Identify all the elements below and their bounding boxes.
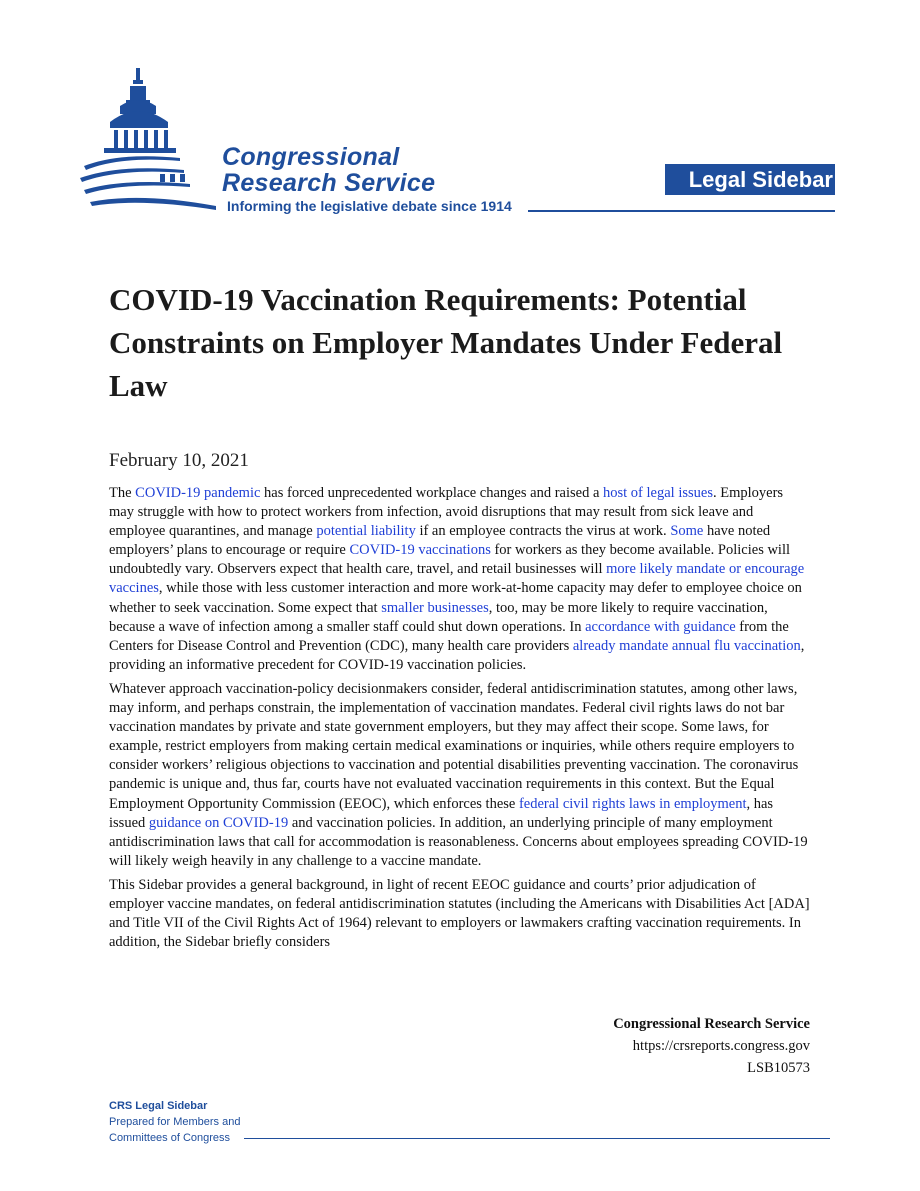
paragraph-text: The — [109, 485, 136, 501]
inline-link[interactable]: already mandate annual flu vaccination — [572, 637, 801, 654]
capitol-dome-icon — [80, 66, 230, 216]
footer-divider — [244, 1138, 830, 1139]
inline-link[interactable]: more likely mandate or encourage vaccines — [109, 561, 805, 597]
paragraph-text: from the Centers for Disease Control and Prevention (CDC), many health care providers — [109, 618, 789, 654]
inline-link[interactable]: potential liability — [316, 523, 416, 540]
paragraph — [109, 680, 811, 871]
inline-link[interactable]: guidance on COVID-19 — [148, 814, 289, 831]
inline-link[interactable]: accordance with guidance — [585, 618, 736, 635]
footer-org: Congressional Research Service — [613, 1016, 810, 1032]
org-name-line2: Research Service — [222, 169, 436, 197]
paragraph-text: and vaccination policies. In addition, an underlying principle of many employment antidiscrimination laws that call for accommodation is reasonableness. Concerns about employees spreading COVID-19 will likely weigh heavily in any challenge to a vaccine mandate. — [109, 814, 808, 869]
inline-link[interactable]: federal civil rights laws in employment — [518, 795, 747, 812]
paragraph-text: , providing an informative precedent for COVID-19 vaccination policies. — [109, 637, 805, 673]
prepared-for-line2: Committees of Congress — [109, 1132, 231, 1144]
document-title: COVID-19 Vaccination Requirements: Potential Constraints on Employer Mandates Under Federal Law — [109, 282, 783, 403]
document-body — [109, 484, 811, 957]
inline-link[interactable]: smaller businesses — [381, 599, 489, 616]
report-id: LSB10573 — [747, 1060, 810, 1076]
inline-link[interactable]: COVID-19 pandemic — [135, 485, 261, 501]
paragraph-text: Whatever approach vaccination-policy decisionmakers consider, federal antidiscrimination statutes, among other laws, may inform, and perhaps constrain, the implementation of vaccination mandates. Federal civil rights laws do not bar vaccination mandates by private and state government employers, but they may affect their scope. Some laws, for example, restrict employers from making certain medical examinations or inquiries, while others require employers to consider workers’ religious objections to vaccination and potential disabilities preventing vaccination. The coronavirus pandemic is unique and, thus far, courts have not evaluated vaccination requirements in this context. But the Equal Employment Opportunity Commission (EEOC), which enforces these — [109, 680, 799, 812]
org-tagline: Informing the legislative debate since 1914 — [227, 198, 512, 214]
inline-link[interactable]: Some — [670, 523, 704, 540]
paragraph-text: , has issued — [109, 795, 774, 831]
publication-date: February 10, 2021 — [109, 450, 249, 471]
report-type-block — [109, 1098, 240, 1146]
paragraph-text: . Employers may struggle with how to protect workers from infection, avoid disruptions that may result from sick leave and employee quarantines, and manage — [109, 485, 784, 540]
crs-logo — [80, 66, 540, 216]
org-name-line1: Congressional — [222, 143, 400, 171]
paragraph-text: have noted employers’ plans to encourage or require — [109, 523, 771, 559]
legal-sidebar-badge: Legal Sidebar — [665, 164, 835, 195]
paragraph-text: This Sidebar provides a general background, in light of recent EEOC guidance and courts’ prior adjudication of employer vaccine mandates, on federal antidiscrimination statutes (including the Americans with Disabilities Act [ADA] and Title VII of the Civil Rights Act of 1964) relevant to employers or lawmakers crafting vaccination requirements. In addition, the Sidebar briefly considers — [109, 876, 810, 951]
paragraph-text: , too, may be more likely to require vaccination, because a wave of infection among a smaller staff could shut down operations. In — [109, 599, 768, 635]
paragraph-text: has forced unprecedented workplace changes and raised a — [260, 485, 604, 501]
header-divider — [528, 210, 835, 212]
org-name — [222, 144, 435, 196]
crs-footer — [613, 1013, 810, 1079]
report-type-label: CRS Legal Sidebar — [109, 1100, 208, 1112]
prepared-for-line1: Prepared for Members and — [109, 1116, 241, 1128]
paragraph — [109, 876, 811, 952]
paragraph-text: , while those with less customer interaction and more work-at-home capacity may defer to employee choice on whether to seek vaccination. Some expect that — [109, 580, 802, 616]
paragraph — [109, 484, 811, 675]
inline-link[interactable]: COVID-19 vaccinations — [349, 542, 491, 559]
inline-link[interactable]: host of legal issues — [603, 485, 713, 501]
paragraph-text: if an employee contracts the virus at work. — [415, 523, 671, 540]
paragraph-text: for workers as they become available. Policies will undoubtedly vary. Observers expect that health care, travel, and retail businesses will — [109, 542, 791, 578]
footer-url[interactable]: https://crsreports.congress.gov — [632, 1038, 810, 1054]
